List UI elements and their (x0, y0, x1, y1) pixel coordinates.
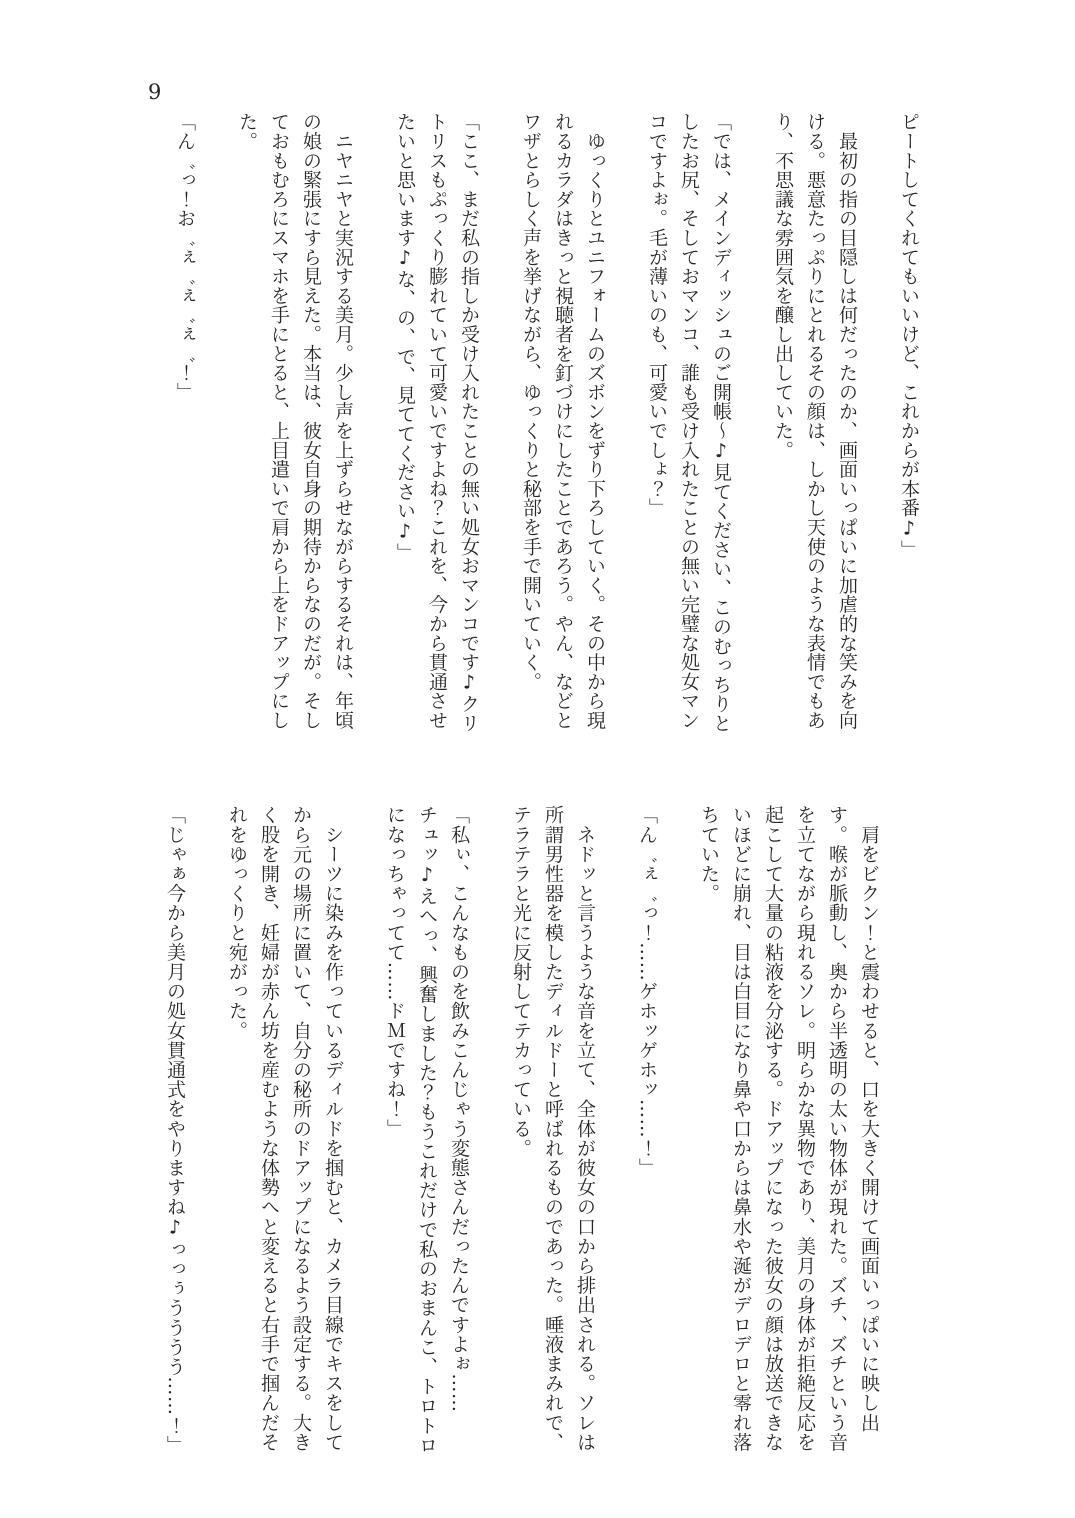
text-block-top (169, 112, 925, 745)
paragraph: ゆっくりとユニフォームのズボンをずり下ろしていく。その中から現れるカラダはきっと視聴者を釘づけにしたことであろう。やん、などとワザとらしく声を挙げながら、ゆっくりと秘部を手で開いていく。 (520, 112, 606, 730)
paragraph: 「じゃぁ今から美月の処女貫通式をやりますね♪っっぅうううう……！」 (164, 805, 186, 1455)
paragraph: ネドッと言うような音を立て、全体が彼女の口から排出される。ソレは所謂男性器を模したディルドーと呼ばれるものであった。唾液まみれで、テラテラと光に反射してテカっている。 (510, 805, 596, 1452)
paragraph: 「では、メインディッシュのご開帳～♪見てください、このむっちりとしたお尻、そしておマンコ、誰も受け入れたことの無い完璧な処女マンコですよぉ。毛が薄いのも、可愛いでしょ？」 (646, 112, 732, 733)
paragraph: シーツに染みを作っているディルドを掴むと、カメラ目線でキスをしてから元の場所に置いて、自分の秘所のドアップになるよう設定する。大きく股を開き、妊婦が赤ん坊を産むような体勢へと変えると右手で掴んだそれをゆっくりと宛がった。 (226, 805, 344, 1452)
paragraph: 「ん゛ぇ゛っ！……ゲホッゲホッ……！」 (636, 805, 658, 1178)
paragraph: ニヤニヤと実況する美月。少し声を上ずらせながらするそれは、年頃の娘の緊張にすら見えた。本当は、彼女自身の期待からなのだが。そしておもむろにスマホを手にとると、上目遣いで肩から上をドアップにした。 (236, 112, 354, 730)
paragraph: ピートしてくれてもいいけど、これからが本番♪」 (898, 112, 920, 559)
paragraph: 最初の指の目隠しは何だったのか、画面いっぱいに加虐的な笑みを向ける。悪意たっぷりにとれるその顔は、しかし天使のような表情でもあり、不思議な雰囲気を醸し出していた。 (772, 112, 858, 730)
paragraph: 「ここ、まだ私の指しか受け入れたことの無い処女おマンコです♪クリトリスもぷっくり膨れていて可愛いですよね？これを、今から貫通させたいと思います♪な、の、で、見ててください♪」 (394, 112, 480, 733)
text-block-bottom (159, 805, 885, 1455)
page-number: 9 (148, 80, 162, 104)
paragraph: 肩をビクン！と震わせると、口を大きく開けて画面いっぱいに映し出す。喉が脈動し、奥から半透明の太い物体が現れた。ズチ、ズチという音を立てながら現れるソレ。明らかな異物であり、美月の身体が拒絶反応を起こして大量の粘液を分泌する。ドアップになった彼女の顔は放送できないほどに崩れ、目は白目になり鼻や口からは鼻水や涎がデロデロと零れ落ちていた。 (698, 805, 880, 1452)
paragraph: 「ん゛っ！お゛ぇ゛ぇ゛ぇ゛！」 (174, 112, 196, 402)
paragraph: 「私ぃ、こんなものを飲みこんじゃう変態さんだったんですよぉ……チュッ♪えへっ、興奮しました？もうこれだけで私のおまんこ、トロトロになっちゃってて……ドＭですね！」 (384, 805, 470, 1455)
